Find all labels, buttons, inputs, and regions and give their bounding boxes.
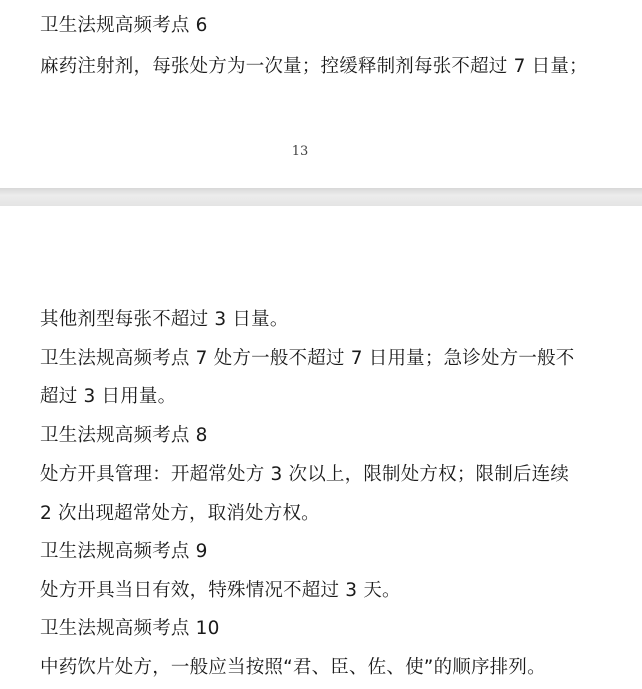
- document-page-14: [0, 206, 642, 689]
- paragraph-line: 卫生法规高频考点 7 处方一般不超过 7 日用量；急诊处方一般不: [40, 348, 575, 369]
- paragraph-line: 处方开具当日有效，特殊情况不超过 3 天。: [40, 580, 401, 601]
- paragraph-line: 其他剂型每张不超过 3 日量。: [40, 309, 289, 330]
- heading-topic-10: 卫生法规高频考点 10: [40, 618, 220, 639]
- heading-topic-6: 卫生法规高频考点 6: [40, 15, 208, 36]
- paragraph-line: 中药饮片处方，一般应当按照“君、臣、佐、使”的顺序排列。: [40, 657, 546, 678]
- heading-topic-8: 卫生法规高频考点 8: [40, 425, 208, 446]
- page-number: 13: [291, 144, 309, 159]
- heading-topic-9: 卫生法规高频考点 9: [40, 541, 208, 562]
- paragraph-line: 麻药注射剂，每张处方为一次量；控缓释制剂每张不超过 7 日量；: [40, 56, 588, 77]
- paragraph-line: 处方开具管理：开超常处方 3 次以上，限制处方权；限制后连续: [40, 464, 570, 485]
- document-page-13: [0, 0, 642, 188]
- paragraph-line: 2 次出现超常处方，取消处方权。: [40, 503, 320, 524]
- paragraph-line: 超过 3 日用量。: [40, 386, 177, 407]
- page-separator: [0, 188, 642, 206]
